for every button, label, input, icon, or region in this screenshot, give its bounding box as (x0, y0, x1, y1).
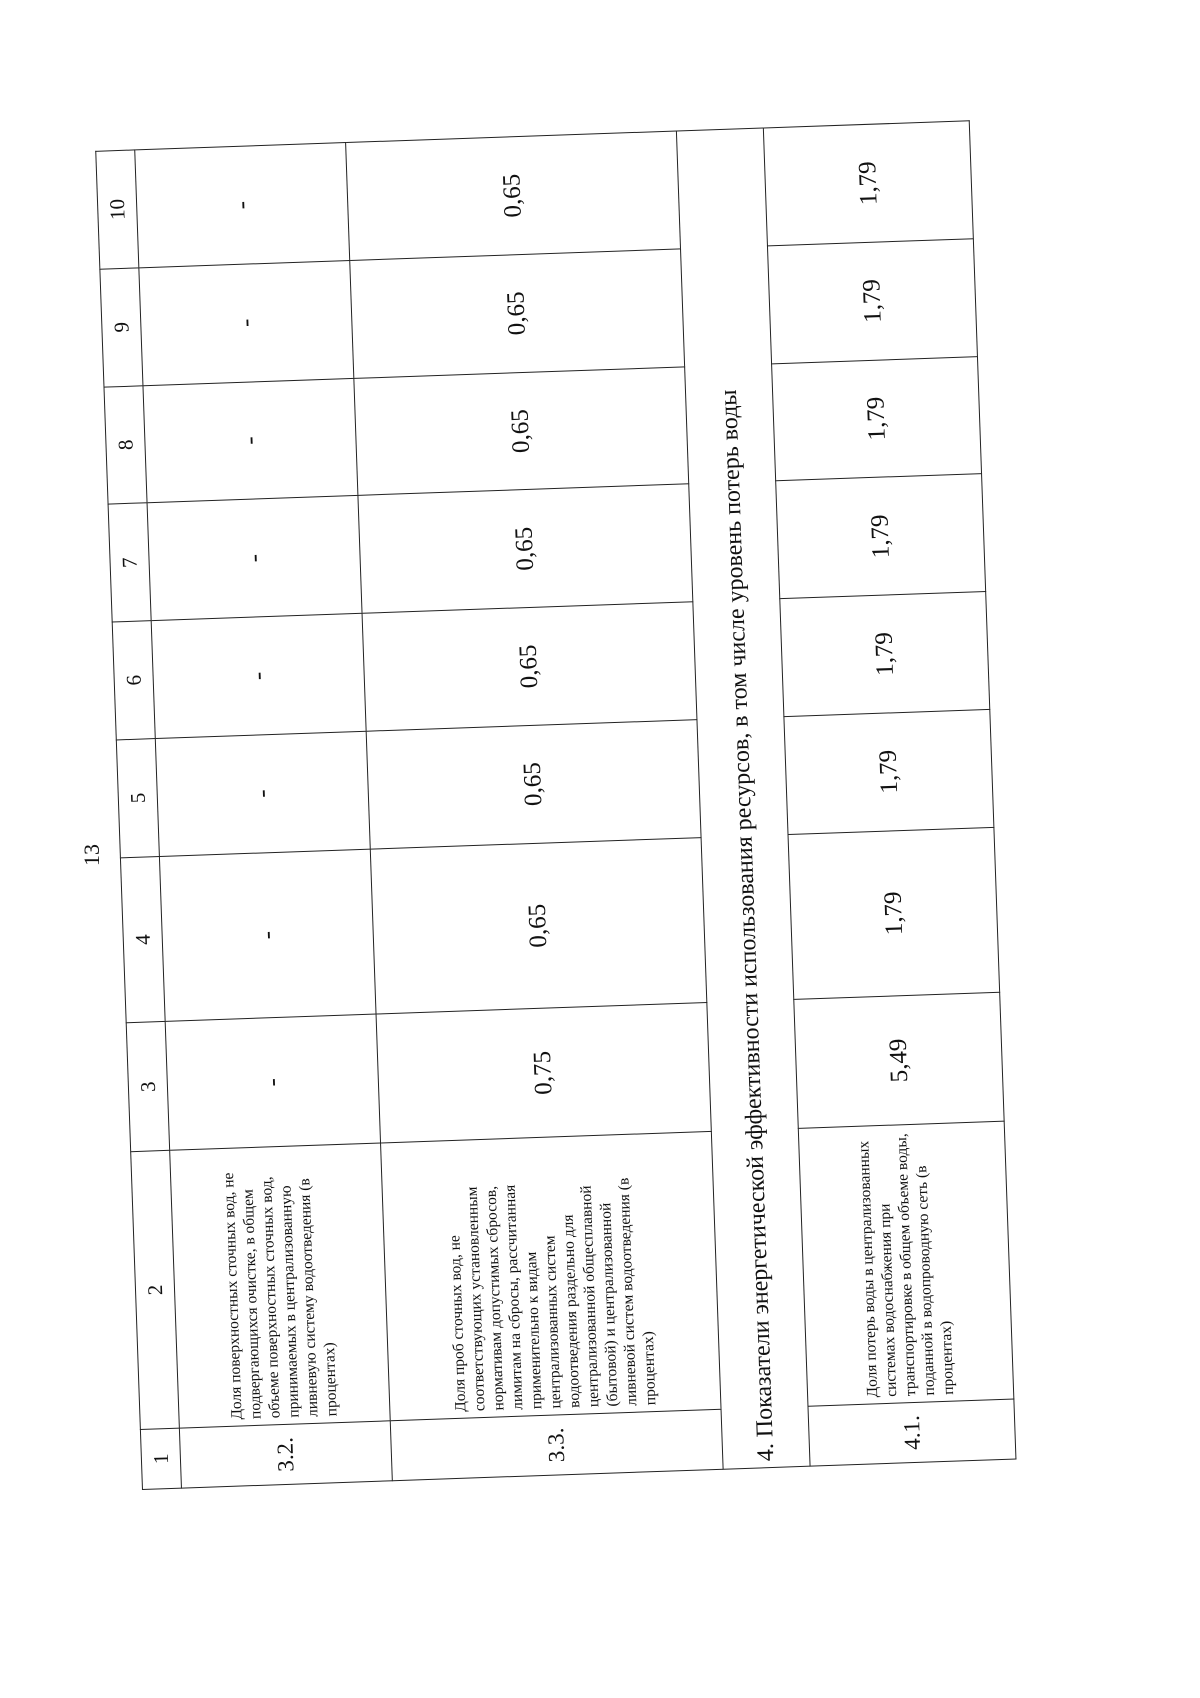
header-cell: 3 (126, 1022, 169, 1152)
value-cell: 1,79 (780, 592, 990, 717)
header-cell: 9 (100, 268, 143, 387)
table-row (346, 131, 724, 1481)
value-cell: - (147, 496, 362, 621)
row-number: 3.2. (179, 1421, 392, 1488)
value-cell: 0,65 (350, 249, 685, 378)
page-number: 13 (79, 844, 104, 866)
row-number: 3.3. (390, 1409, 723, 1480)
header-cell: 4 (120, 856, 165, 1023)
value-cell: 0,65 (362, 602, 697, 731)
value-cell: - (135, 143, 350, 268)
rotated-table-wrapper (95, 120, 1016, 1490)
value-cell: 0,65 (346, 131, 681, 260)
value-cell: 1,79 (772, 356, 982, 481)
value-cell: - (159, 849, 376, 1022)
value-cell: - (155, 731, 370, 856)
value-cell: 0,65 (366, 720, 701, 849)
row-number: 4.1. (808, 1399, 1016, 1466)
value-cell: 0,75 (376, 1003, 711, 1143)
header-cell: 6 (112, 621, 155, 740)
value-cell: 1,79 (763, 121, 973, 246)
header-cell: 7 (108, 503, 151, 622)
value-cell: 0,65 (358, 484, 693, 613)
value-cell: 1,79 (788, 827, 1000, 1000)
value-cell: - (143, 378, 358, 503)
section-title: 4. Показатели энергетической эффективности использования ресурсов, в том числе уровень потерь воды (676, 128, 810, 1469)
value-cell: 1,79 (784, 709, 994, 834)
row-description: Доля проб сточных вод, не соответствующих установленным нормативам допустимых сбросов, лимитам на сбросы, рассчитанная применительно к видам централизованных систем водоотведения раздельно для централизованной общесплавной (бытовой) и централизованной ливневой систем водоотведения (в процентах) (381, 1131, 722, 1420)
value-cell: - (151, 613, 366, 738)
header-cell: 5 (116, 738, 159, 857)
row-description: Доля потерь воды в централизованных системах водоснабжения при транспортировке в общем объеме воды, поданной в водопроводную сеть (в процентах) (798, 1121, 1014, 1406)
indicators-table (95, 120, 1016, 1490)
row-description: Доля поверхностных сточных вод, не подвергающихся очистке, в общем объеме поверхностных сточных вод, принимаемых в централизованную ливневую систему водоотведения (в процентах) (170, 1143, 391, 1428)
value-cell: 0,65 (370, 837, 707, 1014)
value-cell: - (139, 260, 354, 385)
value-cell: 0,65 (354, 366, 689, 495)
header-cell: 8 (104, 385, 147, 504)
value-cell: - (165, 1014, 380, 1150)
header-cell: 1 (140, 1428, 181, 1489)
value-cell: 1,79 (767, 239, 977, 364)
header-cell: 2 (131, 1150, 180, 1429)
header-cell: 10 (96, 150, 139, 269)
value-cell: 1,79 (776, 474, 986, 599)
value-cell: 5,49 (794, 993, 1004, 1129)
